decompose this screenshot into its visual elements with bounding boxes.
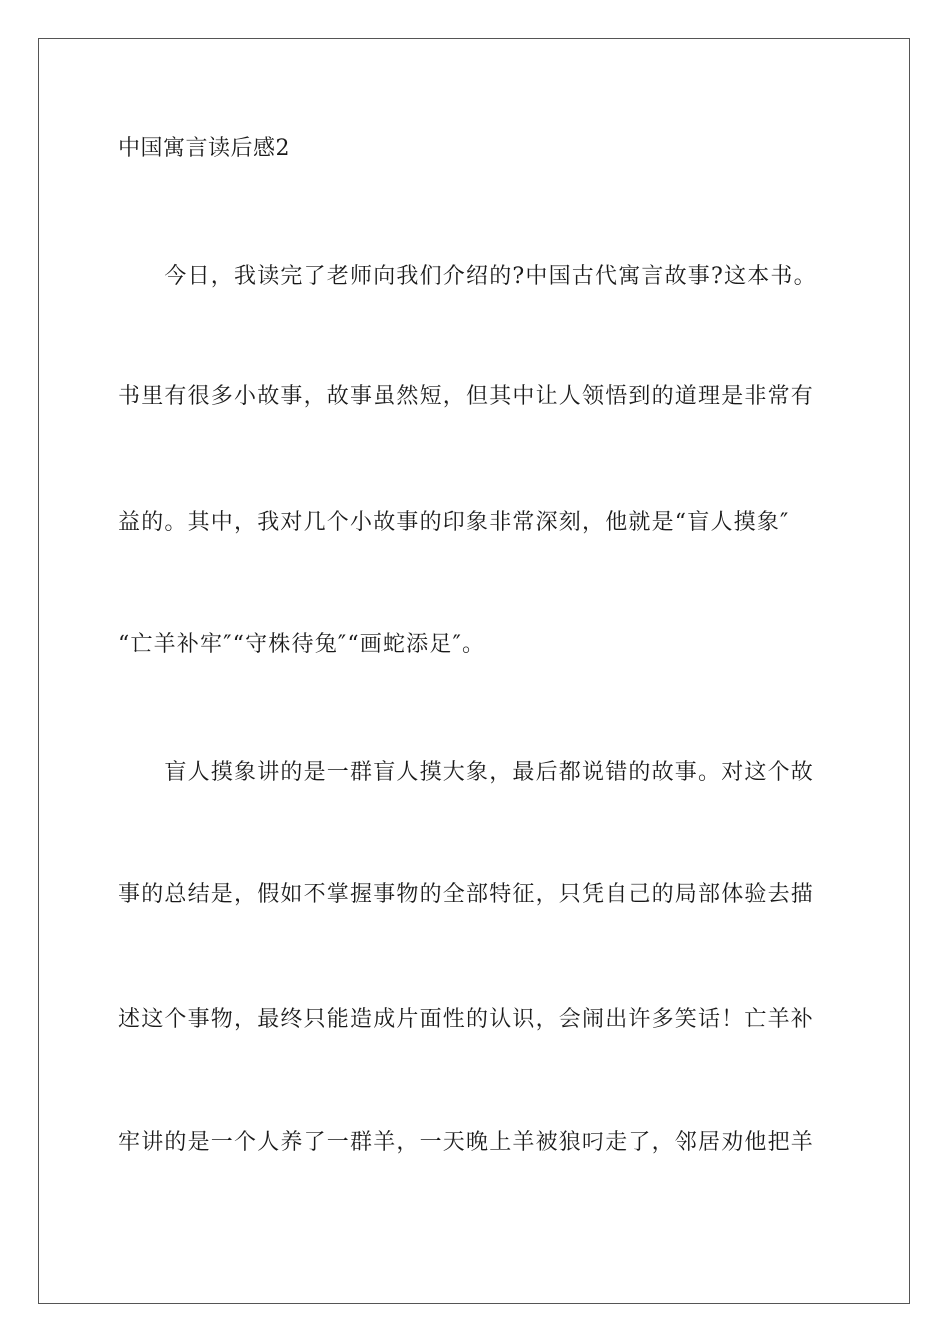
text-line-5: 盲人摸象讲的是一群盲人摸大象，最后都说错的故事。对这个故 xyxy=(118,760,815,785)
page-border xyxy=(38,38,910,1304)
document-title: 中国寓言读后感2 xyxy=(118,136,290,161)
text-line-6: 事的总结是，假如不掌握事物的全部特征，只凭自己的局部体验去描 xyxy=(118,882,815,907)
text-line-4: “亡羊补牢″“守株待兔″“画蛇添足″。 xyxy=(118,632,486,657)
text-line-1: 今日，我读完了老师向我们介绍的?中国古代寓言故事?这本书。 xyxy=(118,264,817,289)
text-line-8: 牢讲的是一个人养了一群羊，一天晚上羊被狼叼走了，邻居劝他把羊 xyxy=(118,1130,815,1155)
text-line-2: 书里有很多小故事，故事虽然短，但其中让人领悟到的道理是非常有 xyxy=(118,384,815,409)
text-line-3: 益的。其中，我对几个小故事的印象非常深刻，他就是“盲人摸象″ xyxy=(118,510,790,535)
text-line-7: 述这个事物，最终只能造成片面性的认识，会闹出许多笑话！亡羊补 xyxy=(118,1007,815,1032)
